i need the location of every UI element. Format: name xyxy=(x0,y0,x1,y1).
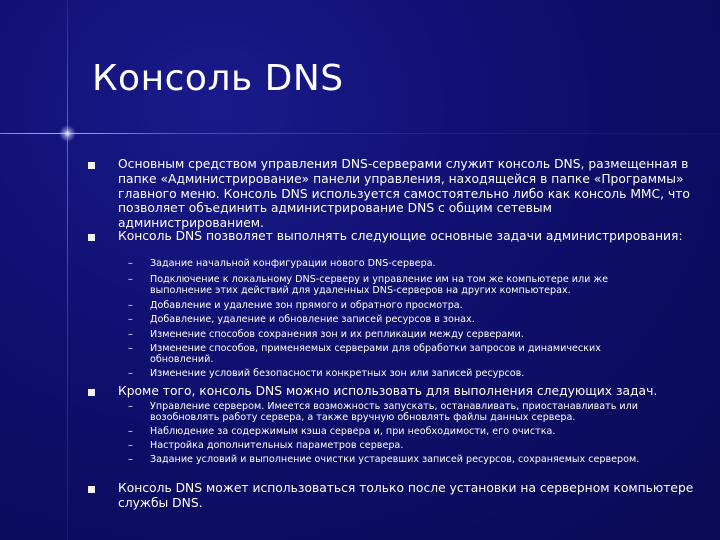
sub-item-text: Подключение к локальному DNS-серверу и управление им на том же компьютере или же выполнение этих действий для удаленных DNS-серверов на других компьютерах. xyxy=(150,274,608,297)
bullet-marker xyxy=(88,234,95,241)
slide-title: Консоль DNS xyxy=(92,58,344,99)
decorative-vertical-line xyxy=(67,0,68,540)
dash-marker: – xyxy=(128,368,133,379)
sub-item-text: Задание начальной конфигурации нового DNS-сервера. xyxy=(150,258,436,269)
dash-marker: – xyxy=(128,274,133,285)
sub-item-text: Изменение способов сохранения зон и их репликации между серверами. xyxy=(150,329,524,340)
dash-marker: – xyxy=(128,258,133,269)
bullet-text-2: Консоль DNS позволяет выполнять следующие основные задачи администрирования: xyxy=(118,229,683,243)
bullet-marker xyxy=(88,486,95,493)
sub-item-text: Добавление, удаление и обновление записей ресурсов в зонах. xyxy=(150,314,475,325)
decorative-horizontal-line xyxy=(0,133,720,134)
bullet-text-1: Основным средством управления DNS-серверами служит консоль DNS, размещенная в папке «Администрирование» панели управления, находящейся в папке «Программы» главного меню. Консоль DNS используется самостоятельно либо как консоль ММС, что позволяет объединить администрирование DNS с общим сетевым администрированием. xyxy=(118,157,690,231)
dash-marker: – xyxy=(128,401,133,412)
sub-item-text: Настройка дополнительных параметров сервера. xyxy=(150,440,404,451)
sub-item-text: Изменение условий безопасности конкретных зон или записей ресурсов. xyxy=(150,368,525,379)
dash-marker: – xyxy=(128,454,133,465)
dash-marker: – xyxy=(128,343,133,354)
sub-item-text: Управление сервером. Имеется возможность запускать, останавливать, приостанавливать или возобновлять работу сервера, а также вручную обновлять файлы данных сервера. xyxy=(150,401,639,424)
bullet-text-4: Консоль DNS может использоваться только после установки на серверном компьютере службы DNS. xyxy=(118,481,694,510)
dash-marker: – xyxy=(128,300,133,311)
sub-item-text: Задание условий и выполнение очистки устаревших записей ресурсов, сохраняемых сервером. xyxy=(150,454,640,465)
dash-marker: – xyxy=(128,329,133,340)
sub-item-text: Добавление и удаление зон прямого и обратного просмотра. xyxy=(150,300,463,311)
sub-item-text: Изменение способов, применяемых серверами для обработки запросов и динамических обновлений. xyxy=(150,343,601,366)
bullet-marker xyxy=(88,389,95,396)
dash-marker: – xyxy=(128,426,133,437)
decorative-star-glow xyxy=(59,125,76,142)
dash-marker: – xyxy=(128,314,133,325)
bullet-marker xyxy=(88,162,95,169)
dash-marker: – xyxy=(128,440,133,451)
bullet-text-3: Кроме того, консоль DNS можно использовать для выполнения следующих задач. xyxy=(118,384,658,398)
sub-item-text: Наблюдение за содержимым кэша сервера и, при необходимости, его очистка. xyxy=(150,426,556,437)
